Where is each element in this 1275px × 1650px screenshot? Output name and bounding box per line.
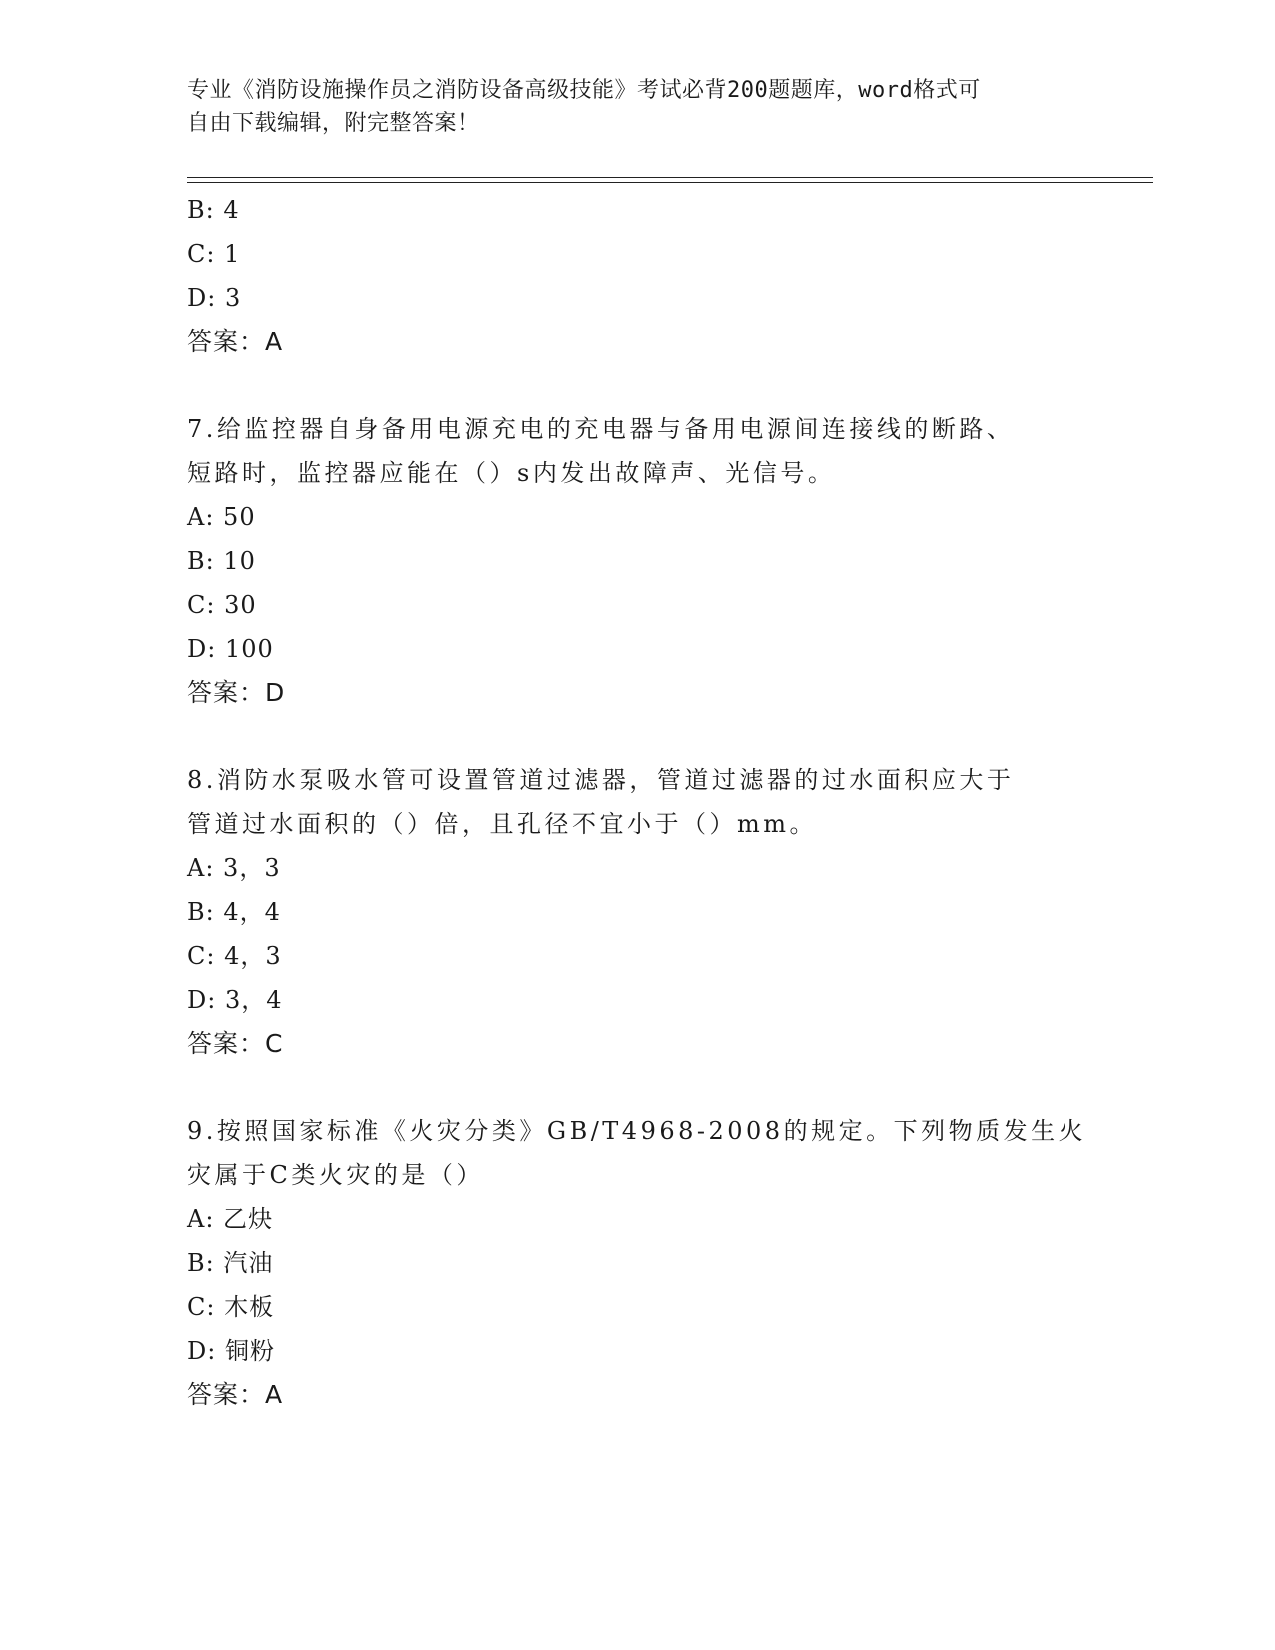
answer: 答案：A [187,327,284,356]
question-8-option-c: C: 4，3 [187,942,282,970]
question-7-option-a: A: 50 [187,503,256,531]
question-9-stem-line-1: 9.按照国家标准《火灾分类》GB/T4968-2008的规定。下列物质发生火 [187,1117,1087,1145]
question-7-option-b: B: 10 [187,547,256,575]
question-9-option-d: D: 铜粉 [187,1337,275,1365]
header-divider-top [187,177,1153,178]
header-line-1: 专业《消防设施操作员之消防设备高级技能》考试必背200题题库，word格式可 [187,78,981,103]
option-b: B: 4 [187,196,240,224]
question-7-option-d: D: 100 [187,635,274,663]
question-7-stem-line-2: 短路时，监控器应能在（）s内发出故障声、光信号。 [187,459,836,487]
question-7-stem-line-1: 7.给监控器自身备用电源充电的充电器与备用电源间连接线的断路、 [187,415,1015,443]
question-9-option-a: A: 乙炔 [187,1205,274,1233]
question-9-option-c: C: 木板 [187,1293,275,1321]
question-8-stem-line-1: 8.消防水泵吸水管可设置管道过滤器，管道过滤器的过水面积应大于 [187,766,1015,794]
question-7-option-c: C: 30 [187,591,257,619]
header-line-2: 自由下载编辑，附完整答案！ [187,111,480,136]
question-8-option-a: A: 3，3 [187,854,281,882]
option-c: C: 1 [187,240,241,268]
question-9-option-b: B: 汽油 [187,1249,274,1277]
question-8-option-d: D: 3，4 [187,986,283,1014]
option-d: D: 3 [187,284,242,312]
document-header [187,74,1067,140]
question-8-stem-line-2: 管道过水面积的（）倍，且孔径不宜小于（）mm。 [187,810,818,838]
question-8-answer: 答案：C [187,1029,284,1058]
header-divider-bottom [187,182,1153,183]
question-7-answer: 答案：D [187,678,286,707]
question-9-stem-line-2: 灾属于C类火灾的是（） [187,1161,484,1189]
question-9-answer: 答案：A [187,1380,284,1409]
question-8-option-b: B: 4，4 [187,898,281,926]
